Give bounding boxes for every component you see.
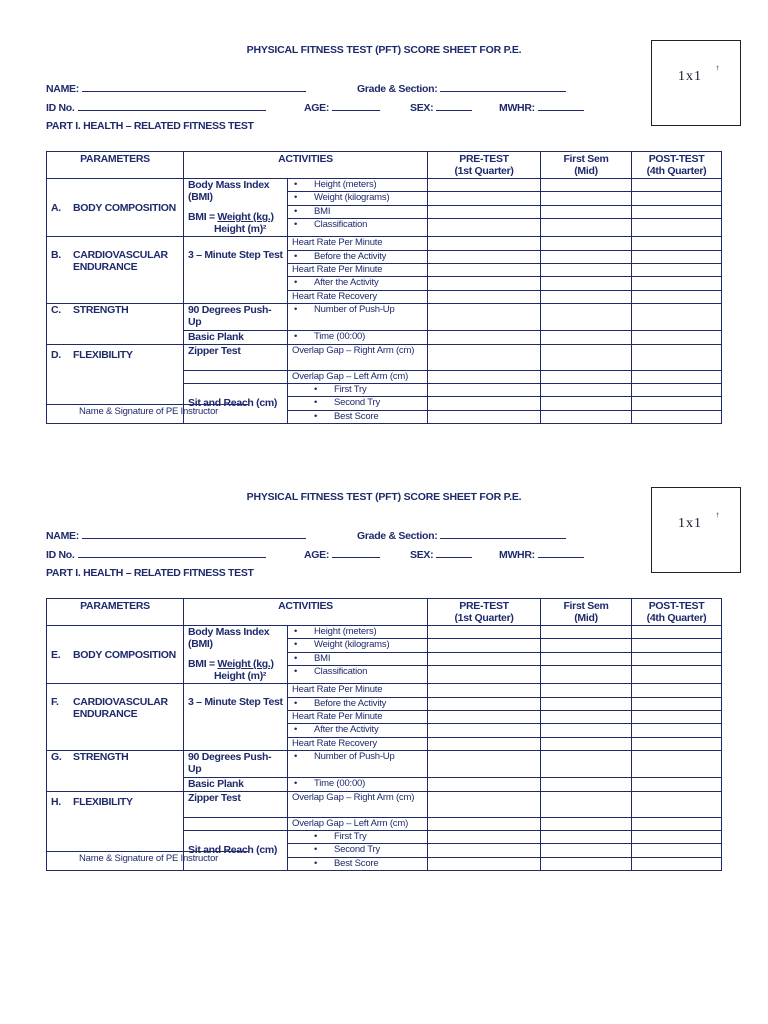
score-cell[interactable]	[541, 192, 632, 205]
score-cell[interactable]	[541, 830, 632, 843]
sex-input-line[interactable]	[436, 101, 472, 111]
header-post-test	[632, 152, 722, 179]
score-cell[interactable]	[541, 652, 632, 665]
table-row	[47, 179, 722, 192]
score-cell[interactable]	[541, 410, 632, 423]
score-cell[interactable]	[541, 219, 632, 237]
score-cell[interactable]	[428, 844, 541, 857]
score-cell[interactable]	[428, 370, 541, 383]
sub-item: • Height (meters)	[288, 179, 428, 192]
score-cell[interactable]	[428, 219, 541, 237]
score-cell[interactable]	[632, 410, 722, 423]
score-cell[interactable]	[541, 277, 632, 290]
activity-label: 90 Degrees Push-Up	[188, 304, 272, 329]
header-pre-test-sub: (1st Quarter)	[454, 612, 514, 624]
score-cell[interactable]	[541, 205, 632, 218]
sub-item: Heart Rate Per Minute	[288, 237, 428, 250]
activity-label: Sit and Reach (cm)	[188, 397, 278, 410]
sheet-title: PHYSICAL FITNESS TEST (PFT) SCORE SHEET FOR P.E.	[246, 44, 522, 56]
activity-label: 3 – Minute Step Test	[188, 249, 283, 262]
score-cell[interactable]	[428, 737, 541, 750]
score-cell[interactable]	[541, 383, 632, 396]
name-input-line[interactable]	[82, 82, 306, 92]
sub-item: Heart Rate Per Minute	[288, 684, 428, 697]
photo-box[interactable]	[651, 40, 741, 126]
fitness-test-table	[46, 151, 722, 424]
sex-field[interactable]	[410, 548, 472, 561]
table-row	[47, 751, 722, 778]
param-letter: E.	[51, 648, 61, 661]
header-post-test-sub: (4th Quarter)	[646, 165, 707, 177]
photo-box-label: 1x1	[678, 69, 702, 84]
name-input-line[interactable]	[82, 529, 306, 539]
grade-section-field[interactable]	[357, 82, 566, 95]
bmi-formula	[188, 658, 283, 670]
header-post-test-label: POST-TEST	[648, 600, 705, 612]
id-no-field[interactable]	[46, 548, 266, 561]
part-title: PART I. HEALTH – RELATED FITNESS TEST	[46, 567, 254, 579]
score-cell[interactable]	[428, 830, 541, 843]
sub-item: • Before the Activity	[288, 250, 428, 263]
activity-label: 3 – Minute Step Test	[188, 696, 283, 709]
age-field[interactable]	[304, 548, 380, 561]
header-first-sem-sub: (Mid)	[574, 165, 598, 177]
score-cell[interactable]	[632, 179, 722, 192]
score-cell[interactable]	[632, 205, 722, 218]
score-cell[interactable]	[632, 277, 722, 290]
bmi-formula	[188, 211, 283, 223]
score-cell[interactable]	[632, 652, 722, 665]
score-cell[interactable]	[428, 652, 541, 665]
header-first-sem	[541, 599, 632, 626]
header-first-sem-label: First Sem	[563, 600, 609, 612]
score-cell[interactable]	[632, 250, 722, 263]
param-strength	[47, 304, 184, 344]
score-cell[interactable]	[428, 290, 541, 303]
score-cell[interactable]	[632, 290, 722, 303]
header-pre-test	[428, 599, 541, 626]
photo-box-mark: †	[716, 66, 720, 72]
sub-item: • Classification	[288, 666, 428, 684]
name-label: NAME:	[46, 83, 79, 95]
activity-bmi	[184, 179, 288, 237]
score-cell[interactable]	[541, 397, 632, 410]
param-cardiovascular	[47, 684, 184, 751]
bmi-formula-numerator: Weight (kg.)	[217, 211, 274, 223]
header-parameters: PARAMETERS	[47, 152, 184, 179]
age-label: AGE:	[304, 102, 330, 114]
grade-section-input-line[interactable]	[440, 529, 566, 539]
table-row	[47, 304, 722, 331]
activity-zipper	[184, 791, 288, 817]
table-row	[47, 344, 722, 370]
score-cell[interactable]	[428, 857, 541, 870]
age-input-line[interactable]	[332, 548, 380, 558]
param-label: STRENGTH	[73, 751, 129, 764]
signature-label: Name & Signature of PE Instructor	[79, 406, 219, 417]
param-letter: A.	[51, 201, 61, 214]
param-label: CARDIOVASCULAR ENDURANCE	[73, 249, 168, 274]
activity-plank	[184, 778, 288, 791]
score-cell[interactable]	[632, 370, 722, 383]
activity-zipper-cont	[184, 817, 288, 830]
score-cell[interactable]	[541, 684, 632, 697]
signature-line[interactable]	[46, 404, 248, 405]
sub-item: • Number of Push-Up	[288, 751, 428, 778]
score-sheet-1	[0, 40, 768, 490]
age-field[interactable]	[304, 101, 380, 114]
sub-item: • Before the Activity	[288, 697, 428, 710]
sub-item: Overlap Gap – Right Arm (cm)	[288, 344, 428, 370]
activity-zipper	[184, 344, 288, 370]
mwhr-field[interactable]	[499, 101, 584, 114]
sub-item: • Height (meters)	[288, 626, 428, 639]
activity-label: Basic Plank	[188, 778, 244, 791]
sex-label: SEX:	[410, 102, 434, 114]
score-cell[interactable]	[632, 666, 722, 684]
name-field[interactable]	[46, 529, 306, 542]
bmi-formula-lhs: BMI =	[188, 211, 218, 223]
sub-item: • Best Score	[288, 410, 428, 423]
activity-zipper-cont	[184, 370, 288, 383]
activity-bmi	[184, 626, 288, 684]
score-cell[interactable]	[541, 791, 632, 817]
param-label: FLEXIBILITY	[73, 795, 133, 808]
score-cell[interactable]	[428, 817, 541, 830]
score-cell[interactable]	[632, 383, 722, 396]
name-field[interactable]	[46, 82, 306, 95]
score-cell[interactable]	[428, 263, 541, 276]
header-pre-test-label: PRE-TEST	[459, 153, 509, 165]
table-header-row	[47, 152, 722, 179]
score-cell[interactable]	[632, 192, 722, 205]
grade-section-input-line[interactable]	[440, 82, 566, 92]
score-cell[interactable]	[632, 737, 722, 750]
score-cell[interactable]	[632, 397, 722, 410]
activity-label: Zipper Test	[188, 344, 241, 357]
sex-field[interactable]	[410, 101, 472, 114]
mwhr-field[interactable]	[499, 548, 584, 561]
sub-item: • BMI	[288, 652, 428, 665]
header-pre-test	[428, 152, 541, 179]
sub-item: • Second Try	[288, 397, 428, 410]
score-cell[interactable]	[632, 304, 722, 331]
score-cell[interactable]	[632, 710, 722, 723]
activity-label: Body Mass Index (BMI)	[188, 626, 270, 650]
sub-item: • Time (00:00)	[288, 778, 428, 791]
score-cell[interactable]	[428, 304, 541, 331]
sub-item: • Number of Push-Up	[288, 304, 428, 331]
sex-label: SEX:	[410, 549, 434, 561]
header-post-test-label: POST-TEST	[648, 153, 705, 165]
activity-step-test	[184, 684, 288, 751]
signature-line[interactable]	[46, 851, 248, 852]
score-cell[interactable]	[428, 751, 541, 778]
bmi-formula-denominator: Height (m)²	[214, 223, 267, 235]
score-cell[interactable]	[541, 710, 632, 723]
param-label: STRENGTH	[73, 304, 129, 317]
score-cell[interactable]	[632, 626, 722, 639]
param-cardiovascular	[47, 237, 184, 304]
score-cell[interactable]	[428, 791, 541, 817]
score-cell[interactable]	[632, 263, 722, 276]
param-letter: B.	[51, 249, 61, 262]
param-letter: C.	[51, 304, 61, 317]
score-cell[interactable]	[541, 237, 632, 250]
activity-plank	[184, 331, 288, 344]
part-title: PART I. HEALTH – RELATED FITNESS TEST	[46, 120, 254, 132]
score-cell[interactable]	[541, 304, 632, 331]
photo-box-mark: †	[716, 513, 720, 519]
table-row	[47, 791, 722, 817]
header-first-sem	[541, 152, 632, 179]
score-cell[interactable]	[428, 383, 541, 396]
score-cell[interactable]	[632, 791, 722, 817]
fitness-test-table	[46, 598, 722, 871]
score-cell[interactable]	[541, 751, 632, 778]
header-first-sem-label: First Sem	[563, 153, 609, 165]
sub-item: Heart Rate Per Minute	[288, 263, 428, 276]
activity-label: Sit and Reach (cm)	[188, 844, 278, 857]
score-cell[interactable]	[541, 370, 632, 383]
score-cell[interactable]	[541, 737, 632, 750]
param-label: BODY COMPOSITION	[73, 201, 176, 214]
param-letter: G.	[51, 751, 62, 764]
header-pre-test-sub: (1st Quarter)	[454, 165, 514, 177]
score-cell[interactable]	[632, 844, 722, 857]
score-cell[interactable]	[428, 639, 541, 652]
score-cell[interactable]	[428, 192, 541, 205]
sub-item: Overlap Gap – Left Arm (cm)	[288, 817, 428, 830]
header-pre-test-label: PRE-TEST	[459, 600, 509, 612]
activity-label: Body Mass Index (BMI)	[188, 179, 270, 203]
score-cell[interactable]	[541, 263, 632, 276]
mwhr-input-line[interactable]	[538, 548, 584, 558]
sub-item: • Second Try	[288, 844, 428, 857]
sub-item: • Classification	[288, 219, 428, 237]
sub-item: Overlap Gap – Right Arm (cm)	[288, 791, 428, 817]
header-post-test-sub: (4th Quarter)	[646, 612, 707, 624]
id-no-field[interactable]	[46, 101, 266, 114]
header-parameters: PARAMETERS	[47, 599, 184, 626]
score-cell[interactable]	[541, 666, 632, 684]
score-cell[interactable]	[428, 626, 541, 639]
param-letter: H.	[51, 795, 61, 808]
activity-step-test	[184, 237, 288, 304]
param-label: CARDIOVASCULAR ENDURANCE	[73, 696, 168, 721]
score-cell[interactable]	[541, 179, 632, 192]
sub-item: • Weight (kilograms)	[288, 639, 428, 652]
score-cell[interactable]	[632, 684, 722, 697]
score-cell[interactable]	[428, 344, 541, 370]
activity-label: Basic Plank	[188, 331, 244, 344]
table-header-row	[47, 599, 722, 626]
sub-item: • First Try	[288, 383, 428, 396]
score-cell[interactable]	[632, 237, 722, 250]
score-cell[interactable]	[428, 697, 541, 710]
score-cell[interactable]	[632, 830, 722, 843]
score-cell[interactable]	[428, 778, 541, 791]
score-cell[interactable]	[632, 817, 722, 830]
sheet-title: PHYSICAL FITNESS TEST (PFT) SCORE SHEET FOR P.E.	[246, 491, 522, 503]
activity-label: 90 Degrees Push-Up	[188, 751, 272, 776]
score-cell[interactable]	[428, 179, 541, 192]
score-cell[interactable]	[541, 250, 632, 263]
score-cell[interactable]	[428, 684, 541, 697]
score-cell[interactable]	[632, 697, 722, 710]
bmi-formula-numerator: Weight (kg.)	[217, 658, 274, 670]
header-post-test	[632, 599, 722, 626]
sub-item: • Time (00:00)	[288, 331, 428, 344]
score-cell[interactable]	[428, 277, 541, 290]
param-strength	[47, 751, 184, 791]
mwhr-label: MWHR:	[499, 102, 535, 114]
score-cell[interactable]	[541, 697, 632, 710]
score-cell[interactable]	[541, 724, 632, 737]
param-body-composition	[47, 179, 184, 237]
grade-section-label: Grade & Section:	[357, 530, 438, 542]
sub-item: • First Try	[288, 830, 428, 843]
score-cell[interactable]	[428, 331, 541, 344]
score-cell[interactable]	[428, 410, 541, 423]
table-row	[47, 626, 722, 639]
header-activities: ACTIVITIES	[184, 599, 428, 626]
id-no-input-line[interactable]	[78, 548, 266, 558]
score-cell[interactable]	[428, 666, 541, 684]
table-row	[47, 237, 722, 250]
score-cell[interactable]	[541, 857, 632, 870]
score-cell[interactable]	[541, 344, 632, 370]
sub-item: • Best Score	[288, 857, 428, 870]
sub-item: Heart Rate Per Minute	[288, 710, 428, 723]
param-body-composition	[47, 626, 184, 684]
activity-push-up	[184, 751, 288, 778]
param-label: BODY COMPOSITION	[73, 648, 176, 661]
sub-item: • After the Activity	[288, 277, 428, 290]
name-label: NAME:	[46, 530, 79, 542]
header-first-sem-sub: (Mid)	[574, 612, 598, 624]
id-no-label: ID No.	[46, 102, 75, 114]
mwhr-input-line[interactable]	[538, 101, 584, 111]
score-cell[interactable]	[428, 710, 541, 723]
score-cell[interactable]	[428, 205, 541, 218]
photo-box-label: 1x1	[678, 516, 702, 531]
photo-box[interactable]	[651, 487, 741, 573]
sub-item: Heart Rate Recovery	[288, 290, 428, 303]
sex-input-line[interactable]	[436, 548, 472, 558]
signature-label: Name & Signature of PE Instructor	[79, 853, 219, 864]
score-cell[interactable]	[541, 626, 632, 639]
score-cell[interactable]	[632, 639, 722, 652]
score-cell[interactable]	[632, 331, 722, 344]
score-cell[interactable]	[428, 397, 541, 410]
score-cell[interactable]	[632, 344, 722, 370]
header-activities: ACTIVITIES	[184, 152, 428, 179]
score-cell[interactable]	[541, 290, 632, 303]
score-cell[interactable]	[632, 219, 722, 237]
grade-section-field[interactable]	[357, 529, 566, 542]
param-letter: D.	[51, 348, 61, 361]
score-sheet-2	[0, 487, 768, 937]
age-label: AGE:	[304, 549, 330, 561]
score-cell[interactable]	[541, 844, 632, 857]
score-cell[interactable]	[428, 237, 541, 250]
score-cell[interactable]	[541, 639, 632, 652]
param-label: FLEXIBILITY	[73, 348, 133, 361]
score-cell[interactable]	[632, 857, 722, 870]
bmi-formula-denominator: Height (m)²	[214, 670, 267, 682]
activity-push-up	[184, 304, 288, 331]
sub-item: Heart Rate Recovery	[288, 737, 428, 750]
param-letter: F.	[51, 696, 59, 709]
id-no-label: ID No.	[46, 549, 75, 561]
table-row	[47, 684, 722, 697]
sub-item: • After the Activity	[288, 724, 428, 737]
mwhr-label: MWHR:	[499, 549, 535, 561]
score-cell[interactable]	[632, 778, 722, 791]
score-cell[interactable]	[632, 724, 722, 737]
id-no-input-line[interactable]	[78, 101, 266, 111]
score-cell[interactable]	[428, 250, 541, 263]
score-cell[interactable]	[428, 724, 541, 737]
activity-label: Zipper Test	[188, 791, 241, 804]
sub-item: • BMI	[288, 205, 428, 218]
sub-item: • Weight (kilograms)	[288, 192, 428, 205]
bmi-formula-lhs: BMI =	[188, 658, 218, 670]
score-cell[interactable]	[632, 751, 722, 778]
age-input-line[interactable]	[332, 101, 380, 111]
score-cell[interactable]	[541, 778, 632, 791]
score-cell[interactable]	[541, 817, 632, 830]
score-cell[interactable]	[541, 331, 632, 344]
sub-item: Overlap Gap – Left Arm (cm)	[288, 370, 428, 383]
grade-section-label: Grade & Section:	[357, 83, 438, 95]
